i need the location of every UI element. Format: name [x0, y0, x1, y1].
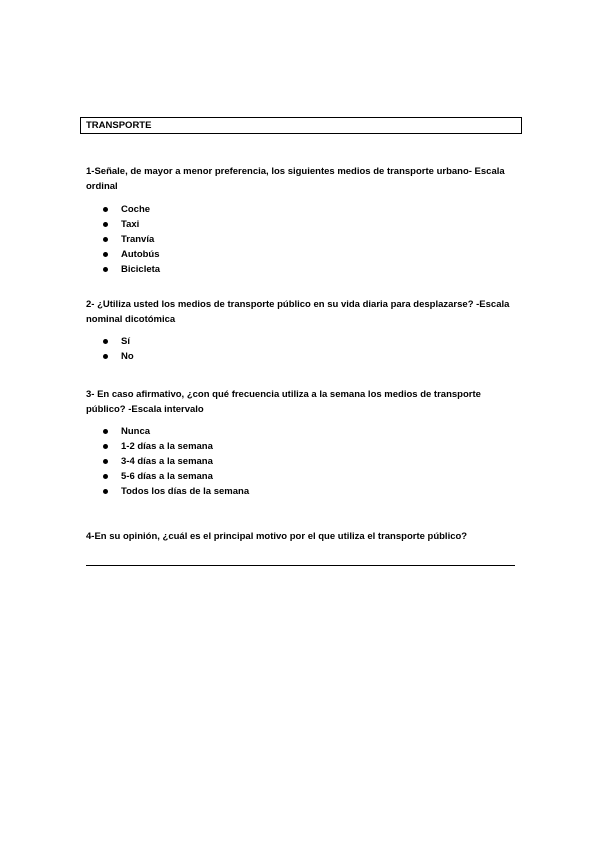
bullet-icon: [103, 429, 108, 434]
option-item: [86, 217, 160, 232]
question-3: 3- En caso afirmativo, ¿con qué frecuencia utiliza a la semana los medios de transporte público? -Escala intervalo: [86, 389, 481, 415]
answer-line[interactable]: [86, 565, 515, 566]
option-label: 5-6 días a la semana: [121, 471, 213, 482]
option-label: 1-2 días a la semana: [121, 441, 213, 452]
option-label: 3-4 días a la semana: [121, 456, 213, 467]
bullet-icon: [103, 267, 108, 272]
option-label: No: [121, 351, 134, 362]
option-label: Sí: [121, 336, 130, 347]
question-2-options: [86, 334, 134, 364]
option-item: [86, 454, 249, 469]
option-item: [86, 202, 160, 217]
bullet-icon: [103, 354, 108, 359]
option-item: [86, 349, 134, 364]
option-item: [86, 424, 249, 439]
bullet-icon: [103, 207, 108, 212]
option-item: [86, 469, 249, 484]
bullet-icon: [103, 489, 108, 494]
option-item: [86, 484, 249, 499]
option-item: [86, 334, 134, 349]
option-item: [86, 232, 160, 247]
bullet-icon: [103, 252, 108, 257]
bullet-icon: [103, 222, 108, 227]
question-1-options: [86, 202, 160, 277]
bullet-icon: [103, 237, 108, 242]
section-title: TRANSPORTE: [80, 117, 522, 134]
question-4: 4-En su opinión, ¿cuál es el principal motivo por el que utiliza el transporte público?: [86, 531, 468, 542]
bullet-icon: [103, 339, 108, 344]
option-label: Autobús: [121, 249, 160, 260]
question-1: 1-Señale, de mayor a menor preferencia, los siguientes medios de transporte urbano- Escala ordinal: [86, 166, 505, 192]
option-label: Tranvía: [121, 234, 155, 245]
question-2: 2- ¿Utiliza usted los medios de transporte público en su vida diaria para desplazarse? -Escala nominal dicotómica: [86, 299, 510, 325]
option-label: Bicicleta: [121, 264, 161, 275]
option-label: Todos los días de la semana: [121, 486, 250, 497]
question-3-options: [86, 424, 249, 499]
option-label: Nunca: [121, 426, 151, 437]
option-item: [86, 439, 249, 454]
bullet-icon: [103, 459, 108, 464]
option-label: Coche: [121, 204, 151, 215]
option-item: [86, 262, 160, 277]
bullet-icon: [103, 444, 108, 449]
option-label: Taxi: [121, 219, 140, 230]
option-item: [86, 247, 160, 262]
bullet-icon: [103, 474, 108, 479]
